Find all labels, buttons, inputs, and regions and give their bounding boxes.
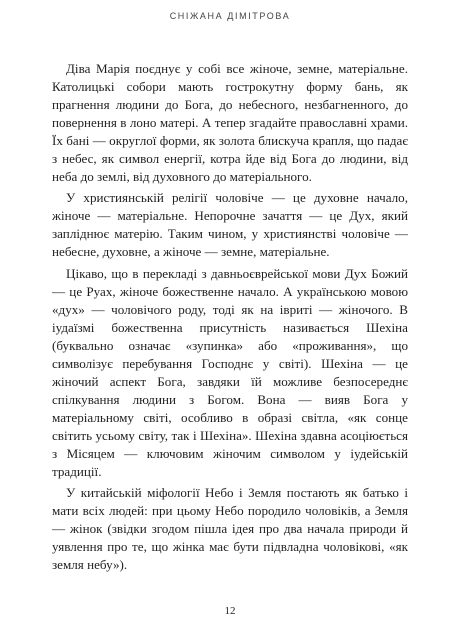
paragraph-2: У християнській релігії чоловіче — це духовне начало, жіноче — матеріальне. Непорочне зачаття — це Дух, який запліднює матерію. Таким чином, у християнстві чоловіче — небесне, духовне, а жіноче — земне, матеріальне. xyxy=(52,190,408,260)
body-text xyxy=(52,60,408,577)
paragraph-4: У китайській міфології Небо і Земля постають як батько і мати всіх людей: при цьому Небо породило чоловіків, а Земля — жінок (звідки згодом пішла ідея про два начала природи й уявлення про те, що жінка має бути підвладна чоловікові, «як земля небу»). xyxy=(52,485,408,573)
paragraph-3: Цікаво, що в перекладі з давньоєврейської мови Дух Божий — це Руах, жіноче божественне начало. А українською мовою «дух» — чоловічого роду, тоді як на івриті — жіночого. В іудаїзмі божественна присутність називається Шехіна (буквально означає «зупинка» або «проживання», що символізує перебування Господнє у світі). Шехіна — це жіночий аспект Бога, завдяки їй можливе безпосереднє спілкування людини з Богом. Вона — вияв Бога у матеріальному світі, особливо в образі світла, «як сонце світить усьому світу, так і Шехіна». Шехіна здавна асоціюється з Місяцем — ключовим жіночим символом у іудейській традиції. xyxy=(52,265,408,480)
page-number: 12 xyxy=(224,605,236,617)
running-header: СНІЖАНА ДІМІТРОВА xyxy=(169,11,291,21)
paragraph-1: Діва Марія поєднує у собі все жіноче, земне, матеріальне. Католицькі собори мають гострокутну форму бань, як прагнення людини до Бога, до небесного, незбагненного, до повернення в лоно матері. А тепер згадайте православні храми. Їх бані — округлої форми, як золота блискуча крапля, що падає з небес, як символ енергії, котра йде від Бога до людини, від неба до землі, від духовного до матеріального. xyxy=(52,61,408,185)
